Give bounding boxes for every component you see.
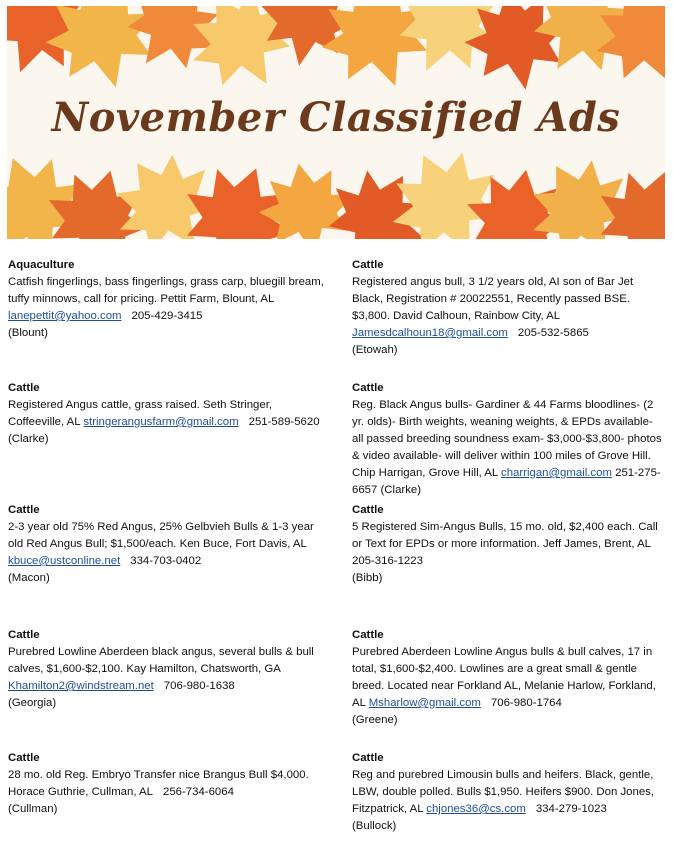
ad-category: Cattle — [352, 259, 384, 271]
ad-phone: 706-980-1764 — [490, 697, 562, 709]
ad-category: Cattle — [8, 752, 40, 764]
ad-county: (Blount) — [8, 327, 48, 339]
classified-ad — [352, 502, 666, 587]
ad-category: Aquaculture — [8, 259, 75, 271]
ad-phone: 706-980-1638 — [163, 680, 235, 692]
ad-text: 2-3 year old 75% Red Angus, 25% Gelbvieh Bulls & 1-3 year old Red Angus Bull; $1,500/each. Ken Buce, Fort Davis, AL — [8, 521, 314, 550]
ad-county: (Bullock) — [352, 820, 397, 832]
ad-phone: 205-316-1223 — [352, 555, 423, 567]
ad-email-link[interactable]: lanepettit@yahoo.com — [8, 310, 122, 322]
ad-county: (Bibb) — [352, 572, 383, 584]
ad-county: (Clarke) — [380, 484, 422, 496]
classified-ad — [352, 750, 666, 835]
ad-phone: 251-275-6657 — [352, 467, 661, 496]
page-title: November Classified Ads — [51, 94, 621, 141]
ad-category: Cattle — [352, 504, 384, 516]
ad-text: Purebred Lowline Aberdeen black angus, several bulls & bull calves, $1,600-$2,100. Kay Hamilton, Chatsworth, GA — [8, 646, 314, 675]
ad-county: (Cullman) — [8, 803, 58, 815]
classified-ad — [352, 627, 666, 729]
classified-ad — [8, 380, 328, 448]
ad-phone: 334-279-1023 — [535, 803, 607, 815]
ad-category: Cattle — [352, 752, 384, 764]
classified-ad — [8, 627, 328, 712]
banner — [7, 6, 665, 239]
classified-ad — [8, 257, 328, 342]
ad-email-link[interactable]: chjones36@cs.com — [426, 803, 526, 815]
ad-email-link[interactable]: stringerangusfarm@gmail.com — [83, 416, 239, 428]
ad-text: Purebred Aberdeen Lowline Angus bulls & bull calves, 17 in total, $1,600-$2,400. Lowlines are a great small & gentle breed. Located near Forkland AL, Melanie Harlow, Forkland, AL — [352, 646, 656, 709]
ad-county: (Etowah) — [352, 344, 398, 356]
ad-email-link[interactable]: Msharlow@gmail.com — [368, 697, 481, 709]
ad-phone: 334-703-0402 — [130, 555, 202, 567]
ad-email-link[interactable]: kbuce@ustconline.net — [8, 555, 121, 567]
ad-category: Cattle — [8, 382, 40, 394]
ad-category: Cattle — [352, 382, 384, 394]
ad-email-link[interactable]: Jamesdcalhoun18@gmail.com — [352, 327, 508, 339]
ad-text: Registered Angus cattle, grass raised. Seth Stringer, Coffeeville, AL — [8, 399, 273, 428]
ad-phone: 205-429-3415 — [131, 310, 203, 322]
ad-phone: 251-589-5620 — [248, 416, 320, 428]
ad-text: Registered angus bull, 3 1/2 years old, AI son of Bar Jet Black, Registration # 20022551, Recently passed BSE. $3,800. David Calhoun, Rainbow City, AL — [352, 276, 634, 322]
ad-text: Reg. Black Angus bulls- Gardiner & 44 Farms bloodlines- (2 yr. olds)- Birth weights, weaning weights, & EPDs available- all passed breeding soundness exam- $3,000-$3,800- photos & video available- will deliver within 100 miles of Grove Hill. Chip Harrigan, Grove Hill, AL — [352, 399, 662, 479]
ad-text: 28 mo. old Reg. Embryo Transfer nice Brangus Bull $4,000. Horace Guthrie, Cullman, AL — [8, 769, 309, 798]
ad-category: Cattle — [352, 629, 384, 641]
classified-ad — [352, 257, 666, 359]
ad-county: (Georgia) — [8, 697, 57, 709]
ad-county: (Greene) — [352, 714, 398, 726]
ad-county: (Macon) — [8, 572, 50, 584]
ad-email-link[interactable]: Khamilton2@windstream.net — [8, 680, 154, 692]
classified-ad — [8, 502, 328, 587]
ad-category: Cattle — [8, 629, 40, 641]
classified-ad — [8, 750, 328, 818]
ad-text: Reg and purebred Limousin bulls and heifers. Black, gentle, LBW, double polled. Bulls $1,950. Heifers $900. Don Jones, Fitzpatrick, AL — [352, 769, 655, 815]
ad-category: Cattle — [8, 504, 40, 516]
ad-phone: 205-532-5865 — [517, 327, 589, 339]
ad-phone: 256-734-6064 — [162, 786, 234, 798]
ad-text: Catfish fingerlings, bass fingerlings, grass carp, bluegill bream, tuffy minnows, call for pricing. Pettit Farm, Blount, AL — [8, 276, 324, 305]
ad-text: 5 Registered Sim-Angus Bulls, 15 mo. old, $2,400 each. Call or Text for EPDs or more information. Jeff James, Brent, AL — [352, 521, 658, 550]
classified-ad — [352, 380, 666, 499]
ad-county: (Clarke) — [8, 433, 49, 445]
ad-email-link[interactable]: charrigan@gmail.com — [501, 467, 612, 479]
